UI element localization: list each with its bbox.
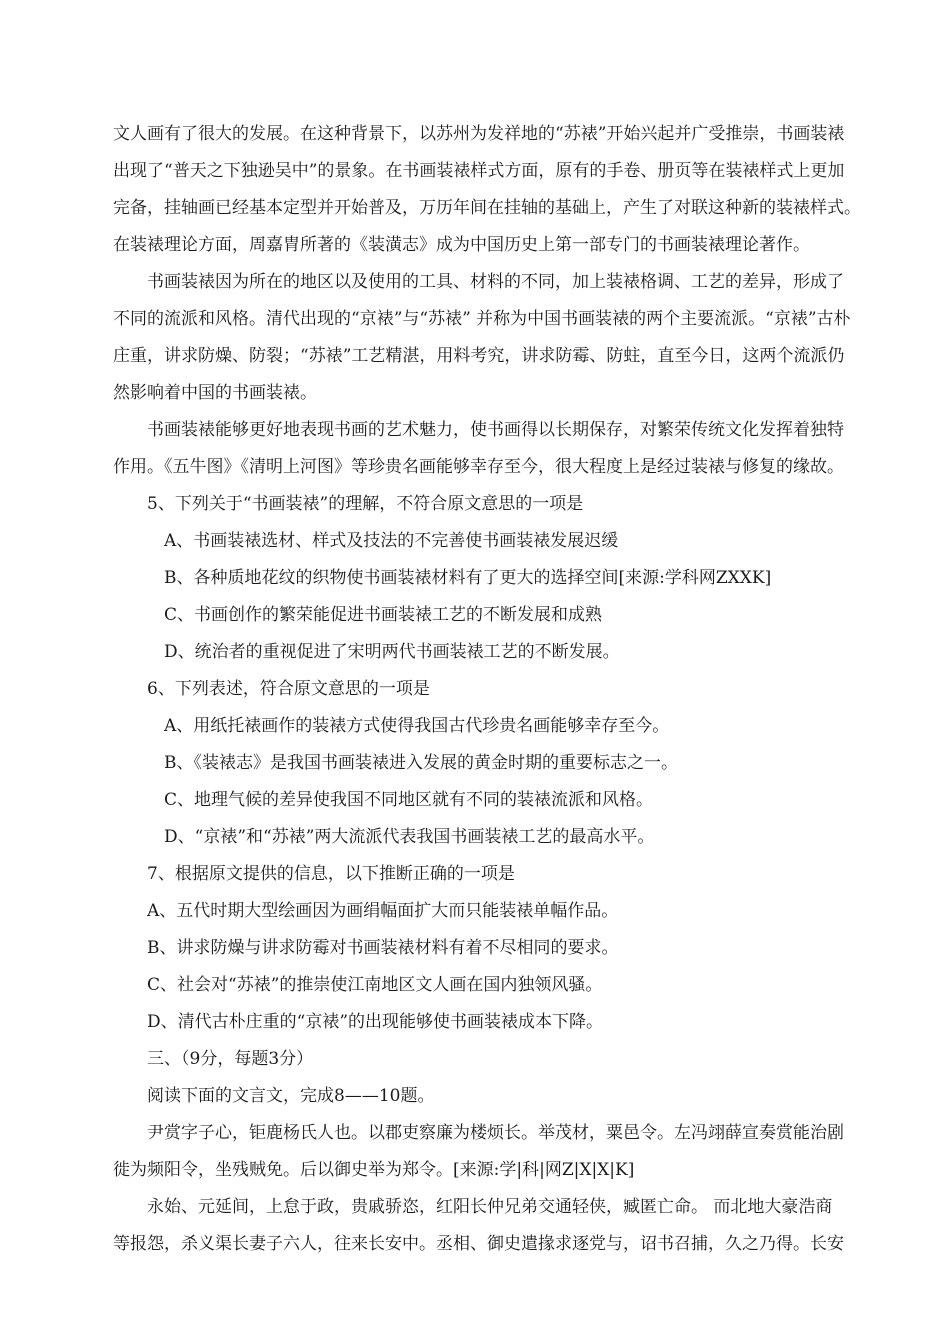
question-6-option-d: D、“京裱”和“苏裱”两大流派代表我国书画装裱工艺的最高水平。 [164, 827, 655, 847]
classical-text-line: 徙为频阳令，坐残贼免。后以御史举为郑令。[来源:学|科|网Z|X|X|K] [113, 1160, 635, 1180]
question-7-option-a: A、五代时期大型绘画因为画绢幅面扩大而只能装裱单幅作品。 [147, 901, 619, 921]
classical-text-line: 永始、元延间，上怠于政，贵戚骄恣，红阳长仲兄弟交通轻侠，臧匿亡命。 而北地大豪浩商 [147, 1197, 833, 1217]
text-line: 作用。《五牛图》《清明上河图》等珍贵名画能够幸存至今，很大程度上是经过装裱与修复的缘故。 [113, 457, 844, 477]
text-line: 文人画有了很大的发展。在这种背景下，以苏州为发祥地的“苏裱”开始兴起并广受推崇，书画装裱 [113, 124, 845, 144]
text-line: 书画装裱能够更好地表现书画的艺术魅力，使书画得以长期保存，对繁荣传统文化发挥着独特 [147, 420, 844, 440]
text-line: 出现了“普天之下独逊吴中”的景象。在书画装裱样式方面，原有的手卷、册页等在装裱样式上更加 [113, 161, 845, 181]
question-6-option-a: A、用纸托裱画作的装裱方式使得我国古代珍贵名画能够幸存至今。 [164, 716, 670, 736]
question-7-option-d: D、清代古朴庄重的“京裱”的出现能够使书画装裱成本下降。 [147, 1012, 604, 1032]
question-5-option-d: D、统治者的重视促进了宋明两代书画装裱工艺的不断发展。 [164, 642, 620, 662]
question-5-stem: 5、下列关于“书画装裱”的理解，不符合原文意思的一项是 [147, 494, 584, 514]
question-7-option-c: C、社会对“苏裱”的推崇使江南地区文人画在国内独领风骚。 [147, 975, 603, 995]
question-6-option-c: C、地理气候的差异使我国不同地区就有不同的装裱流派和风格。 [164, 790, 654, 810]
question-7-stem: 7、根据原文提供的信息，以下推断正确的一项是 [147, 864, 515, 884]
section-instruction: 阅读下面的文言文，完成8——10题。 [147, 1086, 435, 1106]
question-5-option-b: B、各种质地花纹的织物使书画装裱材料有了更大的选择空间[来源:学科网ZXXK] [164, 568, 772, 588]
question-5-option-a: A、书画装裱选材、样式及技法的不完善使书画装裱发展迟缓 [164, 531, 619, 551]
text-line: 书画装裱因为所在的地区以及使用的工具、材料的不同，加上装裱格调、工艺的差异，形成了 [147, 272, 844, 292]
question-6-option-b: B、《装裱志》是我国书画装裱进入发展的黄金时期的重要标志之一。 [164, 753, 678, 773]
text-line: 完备，挂轴画已经基本定型并开始普及，万历年间在挂轴的基础上，产生了对联这种新的装裱样式。 [113, 198, 861, 218]
text-line: 庄重，讲求防燥、防裂；“苏裱”工艺精湛，用料考究，讲求防霉、防蛀，直至今日，这两个流派仍 [113, 346, 845, 366]
text-line: 在装裱理论方面，周嘉胄所著的《装潢志》成为中国历史上第一部专门的书画装裱理论著作。 [113, 235, 810, 255]
question-6-stem: 6、下列表述，符合原文意思的一项是 [147, 679, 430, 699]
question-5-option-c: C、书画创作的繁荣能促进书画装裱工艺的不断发展和成熟 [164, 605, 603, 625]
text-line: 然影响着中国的书画装裱。 [113, 383, 317, 403]
question-7-option-b: B、讲求防燥与讲求防霉对书画装裱材料有着不尽相同的要求。 [147, 938, 619, 958]
classical-text-line: 等报怨，杀义渠长妻子六人，往来长安中。丞相、御史遣掾求逐党与，诏书召捕，久之乃得。长安 [113, 1234, 844, 1254]
classical-text-line: 尹赏字子心，钜鹿杨氏人也。以郡吏察廉为楼烦长。举茂材，粟邑令。左冯翊薛宣奏赏能治剧 [147, 1123, 844, 1143]
section-heading: 三、（9分，每题3分） [147, 1049, 314, 1069]
text-line: 不同的流派和风格。清代出现的“京裱”与“苏裱” 并称为中国书画装裱的两个主要流派。“京裱”古朴 [113, 309, 851, 329]
